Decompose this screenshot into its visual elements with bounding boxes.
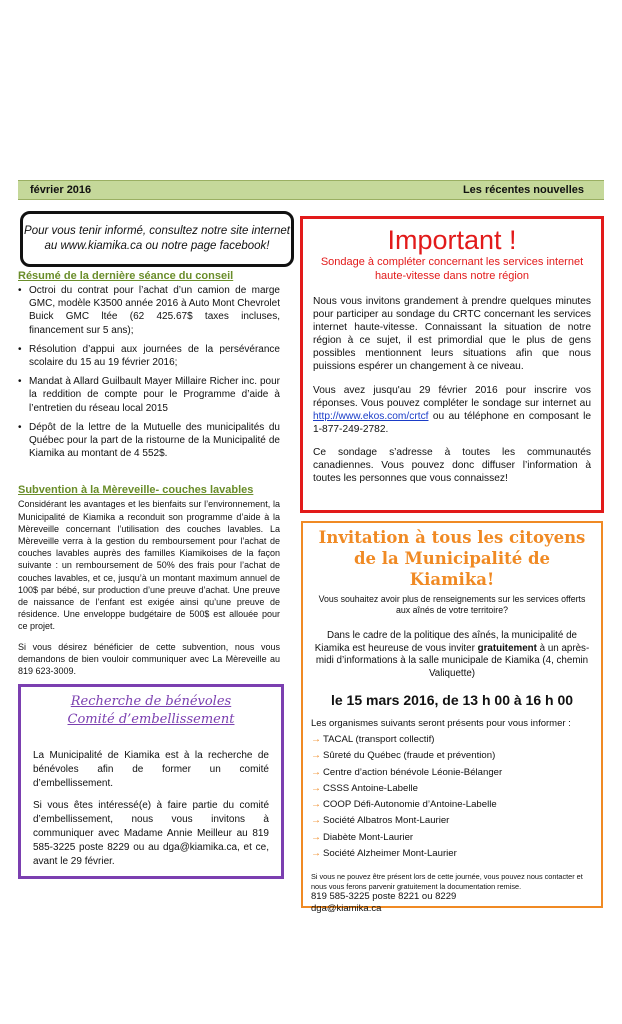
volunteers-title-line-1: Recherche de bénévoles xyxy=(70,694,232,709)
info-line-1: Pour vous tenir informé, consultez notre site internet xyxy=(24,225,290,237)
important-paragraph-3: Ce sondage s’adresse à toutes les communautés canadiennes. Vous pouvez donc diffuser l’information à toutes les personnes que vous connaissez! xyxy=(313,446,591,485)
invitation-title-line-2: de la Municipalité de Kiamika! xyxy=(354,549,550,589)
important-text-a: Vous avez jusqu'au 29 février 2016 pour inscrire vos réponses. Vous pouvez compléter le sondage sur internet au xyxy=(313,384,591,409)
important-subtitle: Sondage à compléter concernant les services internet haute-vitesse dans notre région xyxy=(320,256,584,282)
list-item xyxy=(311,781,593,797)
arrow-icon: → xyxy=(311,734,321,745)
org-label: TACAL (transport collectif) xyxy=(323,734,435,745)
list-item xyxy=(311,846,593,862)
resume-list xyxy=(18,284,280,460)
org-label: Sûreté du Québec (fraude et prévention) xyxy=(323,750,496,762)
invitation-intro: Vous souhaitez avoir plus de renseignements sur les services offerts aux aînés de votre territoire? xyxy=(318,594,586,615)
organizations-intro: Les organismes suivants seront présents pour vous informer : xyxy=(311,718,571,729)
arrow-icon: → xyxy=(311,750,321,762)
org-label: Diabète Mont-Laurier xyxy=(323,831,414,843)
resume-title: Résumé de la dernière séance du conseil xyxy=(18,270,234,282)
issue-month: février 2016 xyxy=(30,184,92,196)
arrow-icon: → xyxy=(311,815,321,827)
desc-text-a: Dans le cadre de la politique des aînés, la municipalité de Kiamika est heureuse de vous inviter xyxy=(314,630,577,654)
volunteers-title xyxy=(33,693,269,729)
contact-phone: 819 585-3225 poste 8221 ou 8229 xyxy=(311,890,457,902)
org-label: COOP Défi-Autonomie d’Antoine-Labelle xyxy=(323,799,497,811)
list-item xyxy=(311,765,593,781)
list-item: • Dépôt de la lettre de la Mutuelle des municipalités du Québec pour la part de la ristourne de la Municipalité de Kiamika au montant de 4 552$. xyxy=(18,421,280,461)
list-item: • Mandat à Allard Guilbault Mayer Millaire Richer inc. pour la reddition de compte pour le Programme d’aide à l’entretien du réseau local 2015 xyxy=(18,375,280,415)
important-box xyxy=(300,216,604,513)
org-label: CSSS Antoine-Labelle xyxy=(323,782,418,794)
subvention-paragraph-1: Considérant les avantages et les bienfaits sur l’environnement, la Municipalité de Kiamika a reconduit son programme d’aide à la Mèreveille concernant l’utilisation des couches lavables. La Mèreveille verra à la gestion du remboursement pour l’achat de couches lavables auprès des familles Kiamikoises de la façon suivante : un remboursement de 50% des frais pour l’achat de couches lavables, et ce, jusqu’à un montant maximum annuel de 100$ par bébé, sur production d’une preuve d’achat. Une preuve de naissance de l’enfant est exigée ainsi qu’une preuve de résidence. Une enveloppe budgétaire de 500$ est allouée pour ce projet. xyxy=(18,499,280,632)
important-paragraph-1: Nous vous invitons grandement à prendre quelques minutes pour participer au sondage du CRTC concernant les services internet haute-vitesse. Connaissant la situation de notre région à ce sujet, il est primordial que le plus de gens possibles mentionnent leurs situations afin que nous puissions espérer un changement à ce niveau. xyxy=(313,296,591,373)
arrow-icon: → xyxy=(311,782,321,794)
subvention-title: Subvention à la Mèreveille- couches lavables xyxy=(18,484,254,497)
org-label: Société Albatros Mont-Laurier xyxy=(323,815,450,827)
desc-bold: gratuitement xyxy=(477,642,537,654)
list-item xyxy=(311,830,593,846)
list-item: • Résolution d’appui aux journées de la persévérance scolaire du 15 au 19 février 2016; xyxy=(18,343,280,369)
invitation-footnote: Si vous ne pouvez être présent lors de cette journée, vous pouvez nous contacter et nous vous ferons parvenir gratuitement la documentation remise. xyxy=(311,872,583,891)
important-title: Important ! xyxy=(387,225,517,255)
volunteers-box xyxy=(18,684,284,879)
volunteers-paragraph-2: Si vous êtes intéressé(e) à faire partie du comité d’embellissement, nous vous invitons à communiquer avec Madame Annie Meilleur au 819 585-3225 poste 8229 ou au dga@kiamika.ca, et ce, avant le 29 février. xyxy=(33,800,269,867)
organizations-list xyxy=(311,732,593,862)
volunteers-paragraph-1: La Municipalité de Kiamika est à la recherche de bénévoles afin de former un comité d’embellissement. xyxy=(33,750,269,789)
invitation-title-line-1: Invitation à tous les citoyens xyxy=(318,528,586,547)
contact-email[interactable]: dga@kiamika.ca xyxy=(311,902,382,914)
list-item xyxy=(311,732,593,748)
event-date: le 15 mars 2016, de 13 h 00 à 16 h 00 xyxy=(330,692,574,708)
invitation-title xyxy=(311,527,593,590)
org-label: Société Alzheimer Mont-Laurier xyxy=(323,848,457,860)
arrow-icon: → xyxy=(311,799,321,811)
info-line-2: au www.kiamika.ca ou notre page facebook! xyxy=(44,240,270,252)
org-label: Centre d’action bénévole Léonie-Bélanger xyxy=(323,766,503,778)
arrow-icon: → xyxy=(311,848,321,860)
section-title: Les récentes nouvelles xyxy=(462,184,584,196)
invitation-description xyxy=(311,630,593,680)
survey-link[interactable]: http://www.ekos.com/crtcf xyxy=(313,410,429,422)
list-item: • Octroi du contrat pour l’achat d’un camion de marge GMC, modèle K3500 année 2016 à Auto Mont Chevrolet Buick GMC ltée (62 425.67$ taxes incluses, financement sur 5 ans); xyxy=(18,284,280,337)
website-info-box xyxy=(20,211,294,267)
list-item xyxy=(311,813,593,829)
left-column xyxy=(18,270,280,685)
arrow-icon: → xyxy=(311,831,321,843)
arrow-icon: → xyxy=(311,766,321,778)
important-paragraph-2 xyxy=(313,384,591,436)
header-banner xyxy=(18,180,604,200)
desc-text-b: à un après-midi d’informations à la salle municipale de Kiamika (4, chemin Valiquette) xyxy=(315,642,590,679)
volunteers-title-line-2: Comité d’embellissement xyxy=(67,712,235,727)
subvention-paragraph-2: Si vous désirez bénéficier de cette subvention, nous vous demandons de bien vouloir communiquer avec La Mèreveille au 819 623-3009. xyxy=(18,641,280,677)
important-text-b: ou au téléphone en composant le 1-877-249-2782. xyxy=(313,410,591,435)
list-item xyxy=(311,748,593,764)
list-item xyxy=(311,797,593,813)
invitation-box xyxy=(301,521,603,914)
